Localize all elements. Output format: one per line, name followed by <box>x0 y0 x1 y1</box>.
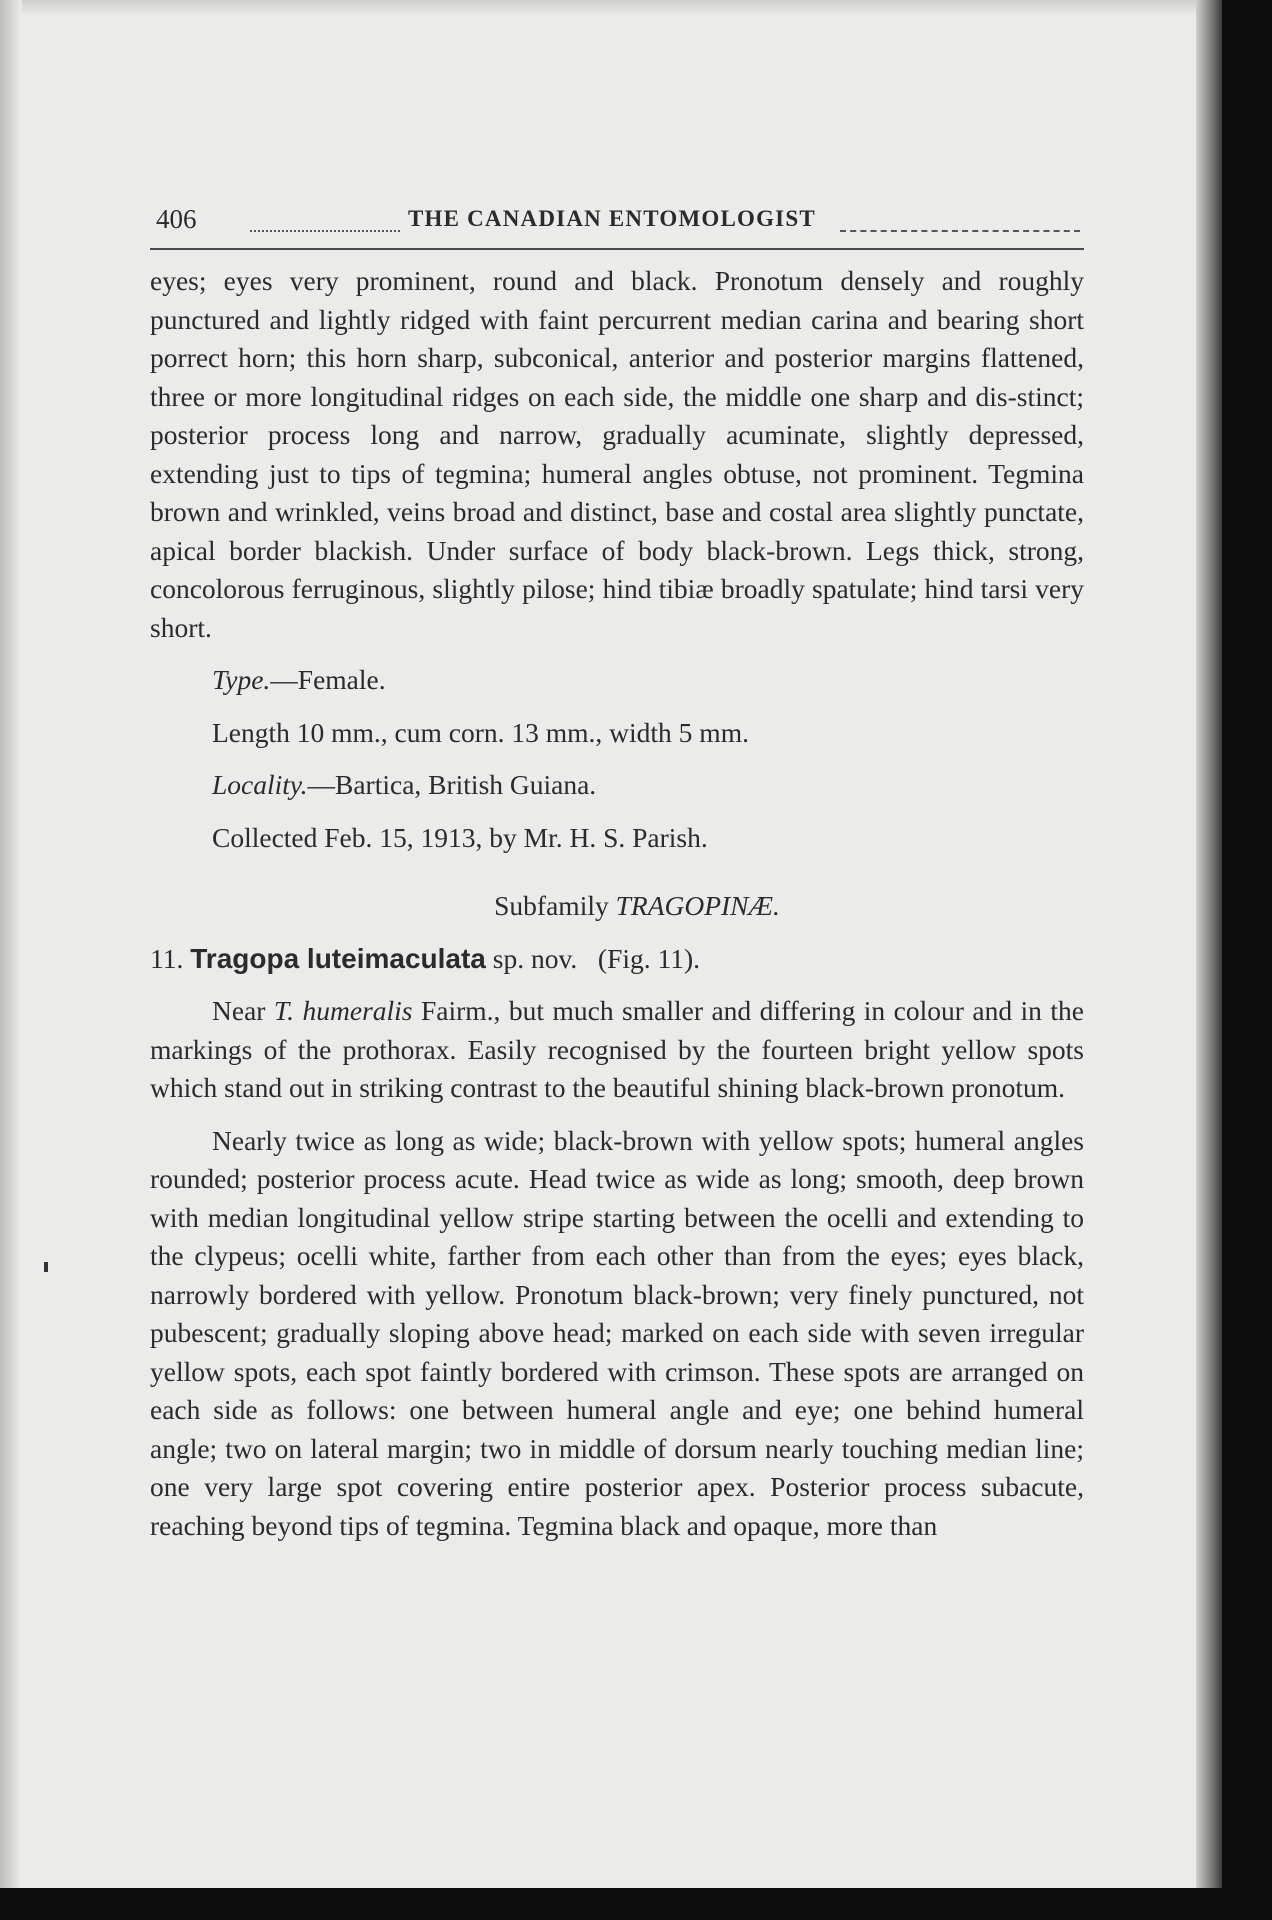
description-continued: eyes; eyes very prominent, round and black. Pronotum densely and roughly punctured and lightly ridged with faint percurrent median carina and bearing short porrect horn; this horn sharp, subconical, anterior and posterior margins flattened, three or more longitudinal ridges on each side, the middle one sharp and dis-stinct; posterior process long and narrow, gradually acuminate, slightly depressed, extending just to tips of tegmina; humeral angles obtuse, not prominent. Tegmina brown and wrinkled, veins broad and distinct, base and costal area slightly punctate, apical border blackish. Under surface of body black-brown. Legs thick, strong, concolorous ferruginous, slightly pilose; hind tibiæ broadly spatulate; hind tarsi very short. <box>150 265 1084 643</box>
collected-line: Collected Feb. 15, 1913, by Mr. H. S. Parish. <box>212 821 708 853</box>
locality-line <box>150 766 1084 805</box>
locality-value: —Bartica, British Guiana. <box>307 769 597 800</box>
text-block <box>150 200 1084 1545</box>
type-value: —Female. <box>270 664 386 695</box>
header-leader-right <box>840 230 1080 232</box>
scan-speck <box>44 1262 48 1272</box>
species-number: 11. <box>150 942 191 974</box>
running-head: THE CANADIAN ENTOMOLOGIST <box>408 206 816 231</box>
species-heading <box>150 940 1084 979</box>
subfamily-heading <box>150 887 1084 926</box>
type-line <box>150 661 1084 700</box>
top-edge-shadow <box>0 0 1222 16</box>
locality-label: Locality. <box>212 769 308 800</box>
left-edge-shadow <box>0 0 22 1888</box>
comparison-paragraph <box>150 992 1084 1108</box>
near-prefix: Near <box>212 995 274 1026</box>
header-rule <box>150 248 1084 250</box>
subfamily-prefix: Subfamily <box>494 890 616 921</box>
length-line: Length 10 mm., cum corn. 13 mm., width 5 mm. <box>212 716 749 748</box>
description-paragraph: Nearly twice as long as wide; black-brown with yellow spots; humeral angles rounded; posterior process acute. Head twice as wide as long; smooth, deep brown with median longitudinal yellow stripe starting between the ocelli and extending to the clypeus; ocelli white, farther from each other than from the eyes; eyes black, narrowly bordered with yellow. Pronotum black-brown; very finely punctured, not pubescent; gradually sloping above head; marked on each side with seven irregular yellow spots, each spot faintly bordered with crimson. These spots are arranged on each side as follows: one between humeral angle and eye; one behind humeral angle; two on lateral margin; two in middle of dorsum nearly touching median line; one very large spot covering entire posterior apex. Posterior process subacute, reaching beyond tips of tegmina. Tegmina black and opaque, more than <box>150 1124 1084 1541</box>
subfamily-name: TRAGOPINÆ. <box>615 890 780 921</box>
near-species: T. humeralis <box>273 995 413 1026</box>
species-suffix: sp. nov. (Fig. 11). <box>485 942 701 974</box>
species-name: Tragopa luteimaculata <box>190 942 486 974</box>
page-header <box>150 200 1084 244</box>
type-label: Type. <box>212 664 271 695</box>
header-leader-left <box>250 230 400 232</box>
page-number: 406 <box>156 204 197 234</box>
near-rest: Fairm., but much smaller and differing in colour and in the markings of the prothorax. Easily recognised by the fourteen bright yellow spots which stand out in striking contrast to the beautiful shining black-brown pronotum. <box>150 995 1084 1103</box>
book-spine-edge <box>1196 0 1222 1888</box>
